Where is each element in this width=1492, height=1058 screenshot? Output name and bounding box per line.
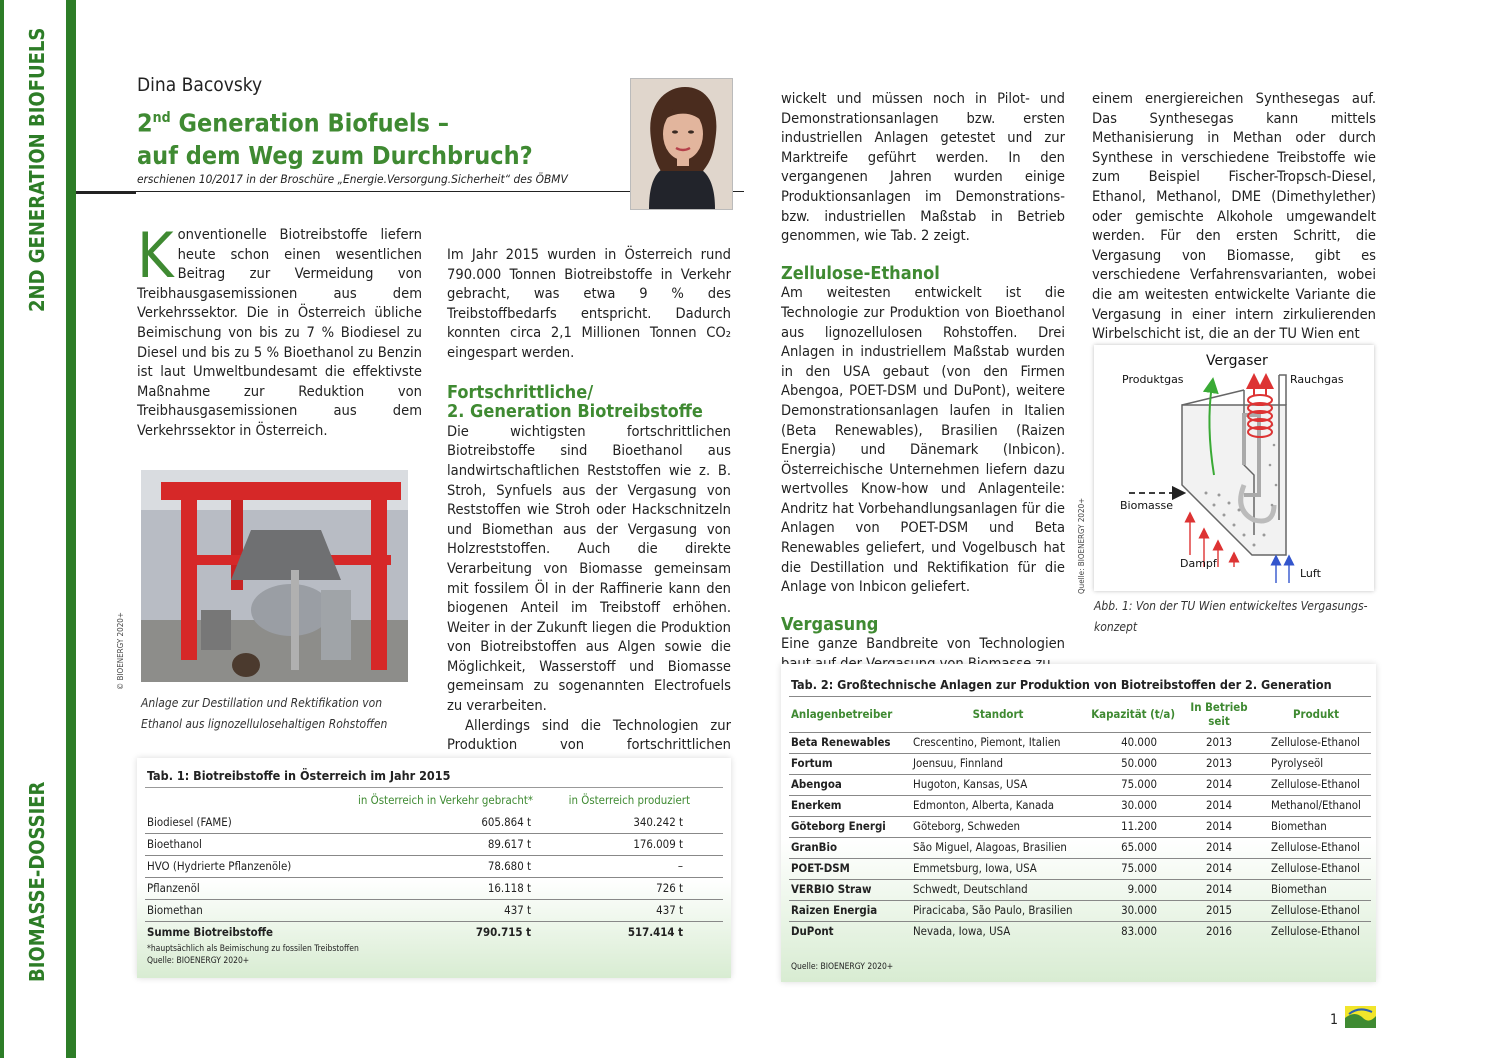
- plant-photo-image: [141, 470, 408, 682]
- table-row: [145, 900, 723, 922]
- table-cell: 75.000: [1085, 859, 1177, 880]
- label-dampf: Dampf: [1180, 557, 1217, 570]
- diagram-caption: Abb. 1: Von der TU Wien entwickeltes Vergasungs- konzept: [1094, 599, 1368, 634]
- table-2-body: [789, 696, 1371, 942]
- table-cell: Edmonton, Alberta, Kanada: [911, 796, 1085, 817]
- table-cell-value: 437 t: [533, 900, 723, 922]
- table-1-source: Quelle: BIOENERGY 2020+: [147, 956, 250, 966]
- table-2-title: Tab. 2: Großtechnische Anlagen zur Produktion von Biotreibstoffen der 2. Generation: [791, 677, 1332, 692]
- header-rule-dark: [76, 192, 136, 194]
- table-cell: Zellulose-Ethanol: [1271, 924, 1360, 938]
- table-row: [145, 856, 723, 878]
- column-1: [137, 219, 422, 441]
- column-2: [447, 245, 731, 794]
- sidebar-bottom-label: BIOMASSE-DOSSIER: [25, 781, 49, 982]
- table-row: [145, 812, 723, 834]
- section-heading-advanced: Fortschrittliche/ 2. Generation Biotreibstoffe: [447, 381, 703, 423]
- gasifier-drawing: [1094, 345, 1374, 591]
- table-cell-operator: VERBIO Straw: [789, 880, 911, 901]
- table-cell: Zellulose-Ethanol: [1261, 859, 1371, 880]
- table-cell-label: Bioethanol: [145, 834, 359, 856]
- col2-paragraph-2: Die wichtigsten fortschrittlichen Biotreibstoffe sind Bioethanol aus landwirtschaftlichen Reststoffen wie z. B. Stroh, Synfuels aus der Vergasung von Reststoffen wie Stroh oder Hackschnitzeln und Biomethan aus der Vergasung von Holzreststoffen. Auch die direkte Verarbeitung von Biomasse gemeinsam mit fossilem Öl in der Raffinerie kann den biogenen Anteil im Treibstoff erhöhen. Weiter in der Zukunft liegen die Produktion von Biotreibstoffen aus Algen sowie die Möglichkeit, Wasserstoff und Biomasse gemeinsam zu sogenannten Electrofuels zu verarbeiten.: [447, 422, 731, 715]
- table-cell-label: Biodiesel (FAME): [145, 812, 359, 834]
- label-luft: Luft: [1300, 567, 1321, 580]
- table-header-cell: Anlagenbetreiber: [789, 697, 911, 733]
- table-cell: Pyrolyseöl: [1261, 754, 1371, 775]
- plant-photo: [141, 470, 408, 682]
- table-cell: 2014: [1177, 859, 1261, 880]
- article-title: [137, 102, 533, 172]
- table-cell-value: –: [533, 856, 723, 878]
- table-cell: 2014: [1177, 880, 1261, 901]
- section-heading-gasification: Vergasung: [781, 613, 879, 635]
- table-cell: 2014: [1177, 838, 1261, 859]
- title-line1: 2nd Generation Biofuels –: [137, 108, 450, 138]
- table-cell-operator: GranBio: [789, 838, 911, 859]
- table-2-source: Quelle: BIOENERGY 2020+: [791, 962, 894, 972]
- table-cell: Joensuu, Finnland: [911, 754, 1085, 775]
- table-cell: 2013: [1177, 733, 1261, 754]
- table-cell: 65.000: [1085, 838, 1177, 859]
- table-row: [789, 859, 1371, 880]
- table-row: [789, 754, 1371, 775]
- table-cell-operator: DuPont: [791, 924, 834, 938]
- diagram-title: Vergaser: [1206, 353, 1268, 369]
- table-cell-operator: Enerkem: [789, 796, 911, 817]
- column-4: [1092, 89, 1376, 344]
- table-cell-label: Summe Biotreibstoffe: [147, 925, 273, 939]
- table-cell-value: 517.414 t: [627, 925, 683, 939]
- table-cell: 83.000: [1121, 924, 1157, 938]
- col3-paragraph-1: wickelt und müssen noch in Pilot- und Demonstrationsanlagen bzw. ersten industriellen Anlagen getestet und zur Marktreife geführt werden. In den vergangenen Jahren wurden einige Produktionsanlagen im Demonstrations- bzw. industriellen Maßstab in Betrieb genommen, wie Tab. 2 zeigt.: [781, 90, 1065, 245]
- table-cell-label: Biomethan: [145, 900, 359, 922]
- table-cell: 2014: [1177, 796, 1261, 817]
- table-1-body: [145, 812, 723, 943]
- table-cell: Biomethan: [1261, 817, 1371, 838]
- diagram-credit: Quelle: BIOENERGY 2020+: [1077, 497, 1086, 594]
- table-cell-value: 437 t: [359, 900, 533, 922]
- table-cell: Zellulose-Ethanol: [1261, 901, 1371, 922]
- table-row: [789, 775, 1371, 796]
- table-row: [789, 817, 1371, 838]
- table-row: [789, 796, 1371, 817]
- author: Dina Bacovsky: [137, 74, 263, 96]
- table-cell: 75.000: [1085, 775, 1177, 796]
- table-cell: Göteborg, Schweden: [911, 817, 1085, 838]
- table-row: [145, 834, 723, 856]
- table-cell: Piracicaba, São Paulo, Brasilien: [911, 901, 1085, 922]
- table-cell: 2013: [1177, 754, 1261, 775]
- table-row: [789, 733, 1371, 754]
- table-cell: 2016: [1205, 924, 1233, 938]
- table-row: [789, 838, 1371, 859]
- table-cell: Schwedt, Deutschland: [911, 880, 1085, 901]
- table-cell: 2014: [1177, 775, 1261, 796]
- photo-caption: Anlage zur Destillation und Rektifikation von Ethanol aus lignozellulosehaltigen Rohstoffen: [141, 696, 388, 731]
- table-header-cell: In Betrieb seit: [1177, 697, 1261, 733]
- col3-paragraph-3: Eine ganze Bandbreite von Technologien: [781, 635, 1065, 653]
- table-cell-value: 16.118 t: [359, 878, 533, 900]
- table-cell: Zellulose-Ethanol: [1261, 733, 1371, 754]
- label-produktgas: Produktgas: [1122, 373, 1184, 386]
- table-cell-operator: POET-DSM: [789, 859, 911, 880]
- label-biomasse: Biomasse: [1120, 499, 1174, 512]
- table-cell-operator: Raizen Energia: [789, 901, 911, 922]
- column-3: [781, 89, 1065, 674]
- table-1-note: *hauptsächlich als Beimischung zu fossilen Treibstoffen: [147, 944, 359, 954]
- table-cell: Zellulose-Ethanol: [1261, 838, 1371, 859]
- table-cell: Methanol/Ethanol: [1261, 796, 1371, 817]
- table-row: [789, 922, 1371, 943]
- table-1-header-b: in Österreich produziert: [568, 793, 690, 807]
- table-cell-label: Pflanzenöl: [145, 878, 359, 900]
- label-rauchgas: Rauchgas: [1290, 373, 1344, 386]
- table-cell-value: 790.715 t: [475, 925, 531, 939]
- table-cell: 2014: [1177, 817, 1261, 838]
- table-cell-value: 176.009 t: [533, 834, 723, 856]
- table-cell: Emmetsburg, Iowa, USA: [911, 859, 1085, 880]
- table-1: [137, 758, 731, 978]
- photo-credit: © BIOENERGY 2020+: [116, 612, 125, 690]
- table-2: [781, 664, 1376, 982]
- col4-paragraph-1: einem energiereichen Synthesegas auf. Das Synthesegas kann mittels Methanisierung in Methan oder durch Synthese in verschiedene Treibstoffe wie zum Beispiel Fischer-Tropsch-Diesel, Ethanol, Methanol, DME (Dimethylether) oder gemischte Alkohole umgewandelt werden. Für den ersten Schritt, die Vergasung von Biomasse, gibt es verschiedene Verfahrensvarianten, wobei die am weitesten entwickelte Variante die Vergasung in einer intern zirkulierenden Wirbelschicht ist, die an der TU Wien ent: [1092, 90, 1376, 343]
- table-cell: Zellulose-Ethanol: [1261, 775, 1371, 796]
- table-cell-operator: Beta Renewables: [789, 733, 911, 754]
- col3-paragraph-2: Am weitesten entwickelt ist die Technologie zur Produktion von Bioethanol aus lignozellulosen Rohstoffen. Drei Anlagen in industriellem Maßstab wurden in den USA gebaut (von den Firmen Abengoa, POET-DSM und DuPont), weitere Demonstrationsanlagen laufen in Italien (Beta Renewables), Brasilien (Raizen Energia) und Dänemark (Inbicon). Österreichische Unternehmen liefern dazu wertvolles Know-how und Anlagenteile: Andritz hat Vorbehandlungsanlagen für die Anlagen von POET-DSM und Beta Renewables geliefert, und Vogelbusch hat die Destillation und Rektifikation für die Anlage von Inbicon geliefert.: [781, 284, 1065, 596]
- table-header-cell: Kapazität (t/a): [1085, 697, 1177, 733]
- table-cell: 11.200: [1085, 817, 1177, 838]
- col2-paragraph-1: Im Jahr 2015 wurden in Österreich rund 790.000 Tonnen Biotreibstoffe in Verkehr gebracht, was etwa 9 % des Treibstoffbedarfs entspricht. Dadurch konnten circa 2,1 Millionen Tonnen CO₂ eingespart werden.: [447, 246, 731, 361]
- table-cell: Biomethan: [1261, 880, 1371, 901]
- col2-paragraph-3: Allerdings sind die Technologien zur Produktion von fortschrittlichen: [447, 716, 731, 754]
- table-cell: 9.000: [1085, 880, 1177, 901]
- table-cell: 2015: [1177, 901, 1261, 922]
- table-1-title: Tab. 1: Biotreibstoffe in Österreich im Jahr 2015: [147, 768, 451, 783]
- table-row: [789, 880, 1371, 901]
- sidebar-top-label: 2ND GENERATION BIOFUELS: [25, 27, 49, 312]
- table-cell: Crescentino, Piemont, Italien: [911, 733, 1085, 754]
- table-cell-operator: Fortum: [789, 754, 911, 775]
- table-cell: 30.000: [1085, 796, 1177, 817]
- table-cell: 50.000: [1085, 754, 1177, 775]
- table-cell-operator: Abengoa: [789, 775, 911, 796]
- drop-cap: K: [137, 219, 174, 292]
- table-row: [145, 878, 723, 900]
- page-number: 1: [1330, 1012, 1339, 1028]
- table-row: [789, 901, 1371, 922]
- table-cell-value: 726 t: [533, 878, 723, 900]
- publisher-logo-icon: [1345, 1006, 1376, 1028]
- table-header-cell: Standort: [911, 697, 1085, 733]
- table-cell: 40.000: [1085, 733, 1177, 754]
- table-header-cell: Produkt: [1261, 697, 1371, 733]
- table-cell-value: 89.617 t: [359, 834, 533, 856]
- publisher-logo: [1345, 1006, 1376, 1028]
- portrait-image: [631, 79, 732, 209]
- table-row: [145, 922, 723, 944]
- table-cell-value: 78.680 t: [359, 856, 533, 878]
- table-cell-value: 605.864 t: [359, 812, 533, 834]
- table-header-row: [789, 697, 1371, 733]
- table-cell-operator: Göteborg Energi: [789, 817, 911, 838]
- table-1-header-a: in Österreich in Verkehr gebracht*: [358, 793, 533, 807]
- published-note: erschienen 10/2017 in der Broschüre „Energie.Versorgung.Sicherheit“ des ÖBMV: [137, 172, 568, 186]
- table-cell-label: HVO (Hydrierte Pflanzenöle): [145, 856, 359, 878]
- section-heading-cellulose: Zellulose-Ethanol: [781, 262, 940, 284]
- author-portrait: [630, 78, 733, 210]
- table-cell: São Miguel, Alagoas, Brasilien: [911, 838, 1085, 859]
- table-cell: 30.000: [1085, 901, 1177, 922]
- intro-paragraph: Konventionelle Biotreibstoffe liefern heute schon einen wesentlichen Beitrag zur Vermeidung von Treibhausgasemissionen aus dem Verkehrssektor. Die in Österreich übliche Beimischung von bis zu 7 % Biodiesel zu Diesel und bis zu 5 % Bioethanol zu Benzin ist laut Umweltbundesamt die effektivste Maßnahme zur Reduktion von Treibhausgasemissionen aus dem Verkehrssektor in Österreich.: [137, 219, 422, 439]
- table-cell-value: 340.242 t: [533, 812, 723, 834]
- table-cell: Nevada, Iowa, USA: [913, 924, 1011, 938]
- title-line2: auf dem Weg zum Durchbruch?: [137, 141, 533, 171]
- gasifier-diagram: [1094, 345, 1374, 591]
- table-cell: Hugoton, Kansas, USA: [911, 775, 1085, 796]
